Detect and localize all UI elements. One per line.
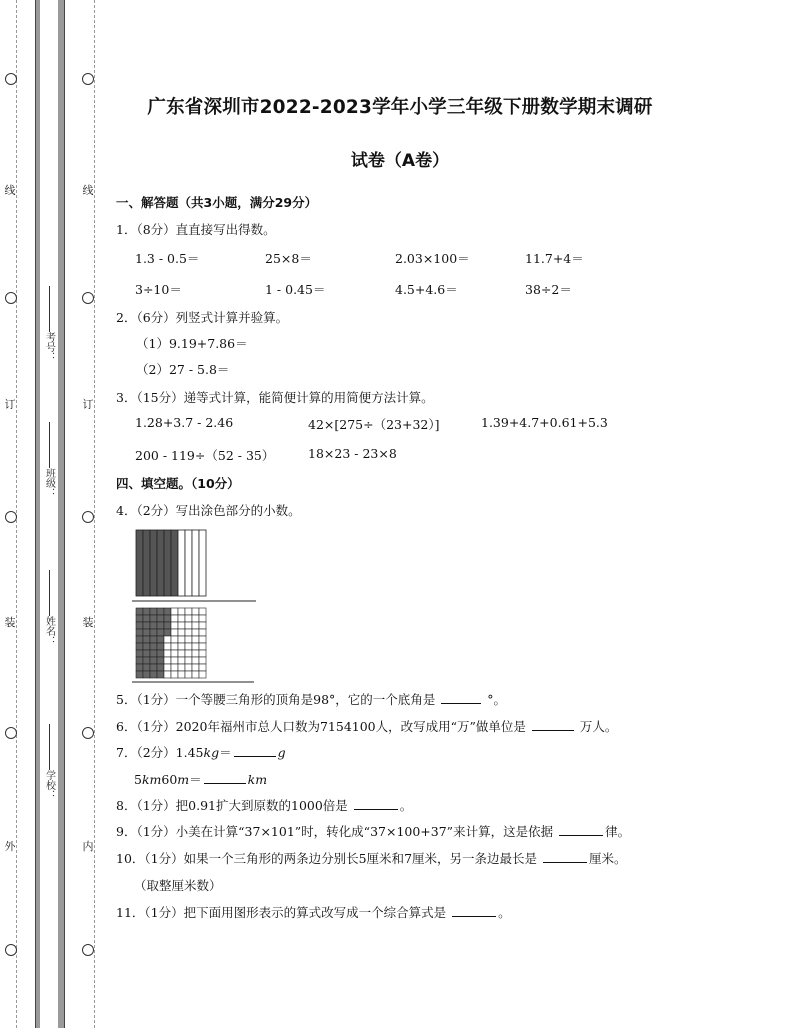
shaded-cell [143,608,150,615]
binding-hole [5,292,17,304]
student-info-strip [40,0,58,1028]
blank-cell [199,629,206,636]
blank-cell [199,657,206,664]
shaded-cell [143,622,150,629]
blank-cell [164,664,171,671]
blank-cell [192,636,199,643]
q5-text-end: °。 [487,692,507,707]
blank-cell [185,636,192,643]
q7-num: 60 [161,772,178,787]
shaded-strip [150,530,157,596]
shaded-cell [164,608,171,615]
q1-item: 25×8＝ [265,251,312,266]
decimal-figure [130,526,260,686]
blank-cell [171,636,178,643]
blank-strip [192,530,199,596]
binding-hole [5,511,17,523]
shaded-cell [157,636,164,643]
blank-cell [192,657,199,664]
q3-item: 18×23 - 23×8 [308,446,397,461]
page-subtitle: 试卷（A卷） [350,151,450,171]
tenths-bar-figure [136,530,206,596]
q7-answer-blank-2[interactable] [204,771,246,784]
shaded-strip [157,530,164,596]
blank-cell [178,615,185,622]
blank-cell [178,657,185,664]
question-11 [116,903,511,921]
blank-cell [199,643,206,650]
shaded-cell [136,671,143,678]
blank-cell [164,671,171,678]
blank-cell [164,636,171,643]
shaded-cell [143,629,150,636]
q8-answer-blank[interactable] [354,797,398,810]
blank-cell [185,608,192,615]
shaded-cell [150,643,157,650]
blank-cell [178,629,185,636]
q7-text: 7．（2分）1.45 [116,745,204,760]
binding-hole [82,511,94,523]
blank-cell [171,643,178,650]
shaded-cell [143,657,150,664]
shaded-cell [157,650,164,657]
shaded-cell [143,643,150,650]
q1-item: 11.7+4＝ [525,251,584,266]
shaded-cell [150,629,157,636]
shaded-cell [143,636,150,643]
shaded-cell [157,671,164,678]
question-10 [116,849,627,867]
blank-cell [171,615,178,622]
exam-number-label: 考号： [43,332,55,362]
q3-item: 200 - 119÷（52 - 35） [135,448,275,463]
q11-text: 11．（1分）把下面用图形表示的算式改写成一个综合算式是 [116,905,447,920]
shaded-cell [136,608,143,615]
section-heading: 四、填空题。（10分） [116,476,240,491]
shaded-cell [136,657,143,664]
q11-answer-blank[interactable] [452,904,496,917]
blank-cell [178,643,185,650]
school-line [49,724,50,770]
blank-cell [171,650,178,657]
q10-answer-blank[interactable] [543,850,587,863]
blank-cell [171,657,178,664]
blank-cell [178,664,185,671]
q1-item: 3÷10＝ [135,282,182,297]
blank-cell [185,622,192,629]
q1-item: 2.03×100＝ [395,251,470,266]
exam-number-field[interactable] [41,282,57,362]
class-line [49,422,50,468]
blank-cell [178,671,185,678]
section-heading: 一、解答题（共3小题，满分29分） [116,195,318,210]
q11-text-end: 。 [498,905,511,920]
shaded-strip [171,530,178,596]
shaded-cell [136,664,143,671]
q7-answer-blank-1[interactable] [234,744,276,757]
blank-cell [164,643,171,650]
blank-cell [192,643,199,650]
q3-item: 1.39+4.7+0.61+5.3 [481,415,608,430]
shaded-cell [150,664,157,671]
binding-hole [5,73,17,85]
shaded-cell [157,608,164,615]
q7-unit: g [277,745,286,760]
blank-cell [192,629,199,636]
margin-char-xian: 线 [82,184,94,197]
question-4-stem: 4．（2分）写出涂色部分的小数。 [116,503,301,518]
q5-text: 5．（1分）一个等腰三角形的顶角是98°，它的一个底角是 [116,692,436,707]
q2-part: （1）9.19+7.86＝ [136,336,248,351]
blank-strip [185,530,192,596]
q8-text-end: 。 [399,798,413,813]
shaded-cell [150,650,157,657]
shaded-cell [136,643,143,650]
shaded-cell [164,629,171,636]
shaded-cell [150,622,157,629]
margin-char-wai: 外 [4,840,16,853]
blank-cell [199,664,206,671]
blank-cell [199,650,206,657]
q9-answer-blank[interactable] [559,823,603,836]
exam-number-line [49,286,50,332]
margin-char-zhuang: 装 [82,616,94,629]
question-7 [116,743,286,761]
blank-cell [192,671,199,678]
blank-cell [192,622,199,629]
blank-cell [185,664,192,671]
question-3-stem: 3．（15分）递等式计算，能简便计算的用简便方法计算。 [116,390,434,405]
blank-cell [199,615,206,622]
q7-unit: km [247,772,268,787]
q7-unit: kg [203,745,220,760]
shaded-strip [164,530,171,596]
school-label: 学校： [43,770,55,800]
shaded-cell [150,636,157,643]
blank-cell [178,608,185,615]
margin-char-xian: 线 [4,184,16,197]
shaded-cell [136,622,143,629]
shaded-cell [164,622,171,629]
binding-hole [82,727,94,739]
blank-cell [178,650,185,657]
class-label: 班级： [43,468,55,498]
blank-cell [164,650,171,657]
blank-cell [178,622,185,629]
shaded-cell [150,608,157,615]
shaded-strip [136,530,143,596]
blank-cell [192,664,199,671]
q9-text-end: 律。 [605,824,631,839]
shaded-cell [136,629,143,636]
name-label: 姓名： [43,616,55,646]
shaded-cell [157,615,164,622]
q7-num: 5 [134,772,142,787]
q10-text-end: 厘米。 [589,851,627,866]
q3-item: 1.28+3.7 - 2.46 [135,415,234,430]
q7-unit: km [141,772,162,787]
shaded-cell [150,671,157,678]
binding-hole [82,73,94,85]
q9-text: 9．（1分）小美在计算“37×101”时，转化成“37×100+37”来计算，这是依据 [116,824,554,839]
blank-cell [178,636,185,643]
shaded-cell [157,643,164,650]
blank-cell [192,615,199,622]
inner-cut-line [94,0,95,1028]
blank-cell [185,643,192,650]
q10-text: 10．（1分）如果一个三角形的两条边分别长5厘米和7厘米，另一条边最长是 [116,851,538,866]
question-5 [116,690,506,708]
q2-part: （2）27 - 5.8＝ [136,362,230,377]
name-line [49,570,50,616]
shaded-strip [143,530,150,596]
school-field[interactable] [41,720,57,800]
q7-eq: ＝ [189,772,202,787]
shaded-cell [136,636,143,643]
shaded-cell [164,615,171,622]
blank-cell [185,657,192,664]
shaded-cell [136,615,143,622]
shaded-cell [157,622,164,629]
blank-cell [171,664,178,671]
q7-eq: ＝ [219,745,232,760]
blank-cell [185,671,192,678]
question-6 [116,717,617,735]
margin-char-zhuang: 装 [4,616,16,629]
binding-hole [82,944,94,956]
blank-strip [178,530,185,596]
q1-item: 4.5+4.6＝ [395,282,458,297]
blank-cell [192,650,199,657]
blank-cell [199,622,206,629]
binding-hole [5,727,17,739]
question-10-note: （取整厘米数） [134,878,222,893]
question-2-stem: 2．（6分）列竖式计算并验算。 [116,310,289,325]
q7-unit: m [177,772,190,787]
q6-text-end: 万人。 [579,719,618,734]
blank-cell [171,629,178,636]
blank-cell [171,671,178,678]
blank-cell [164,657,171,664]
shaded-cell [150,657,157,664]
question-1-stem: 1．（8分）直直接写出得数。 [116,222,276,237]
shaded-cell [150,615,157,622]
blank-cell [192,608,199,615]
class-field[interactable] [41,418,57,498]
q1-item: 38÷2＝ [525,282,572,297]
q1-item: 1.3 - 0.5＝ [135,251,200,266]
q6-text: 6．（1分）2020年福州市总人口数为7154100人，改写成用“万”做单位是 [116,719,526,734]
q3-item: 42×[275÷（23+32）] [308,417,440,432]
shaded-cell [143,671,150,678]
page-title: 广东省深圳市2022-2023学年小学三年级下册数学期末调研 [147,97,653,118]
shaded-cell [157,629,164,636]
question-7-line2 [134,770,267,788]
blank-strip [199,530,206,596]
blank-cell [171,608,178,615]
question-9 [116,822,630,840]
blank-cell [199,608,206,615]
shaded-cell [143,650,150,657]
blank-cell [199,636,206,643]
binding-hole [82,292,94,304]
shaded-cell [157,657,164,664]
blank-cell [199,671,206,678]
margin-char-ding: 订 [82,398,94,411]
question-8 [116,796,412,814]
shaded-cell [157,664,164,671]
blank-cell [185,615,192,622]
hundredths-grid-figure [136,608,206,678]
margin-char-nei: 内 [82,840,94,853]
binding-hole [5,944,17,956]
blank-cell [185,650,192,657]
shaded-cell [143,615,150,622]
margin-char-ding: 订 [4,398,16,411]
shaded-cell [143,664,150,671]
q8-text: 8．（1分）把0.91扩大到原数的1000倍是 [116,798,348,813]
q5-answer-blank[interactable] [441,691,481,704]
blank-cell [171,622,178,629]
blank-cell [185,629,192,636]
name-field[interactable] [41,566,57,646]
shaded-cell [136,650,143,657]
q6-answer-blank[interactable] [532,718,574,731]
q1-item: 1 - 0.45＝ [265,282,326,297]
